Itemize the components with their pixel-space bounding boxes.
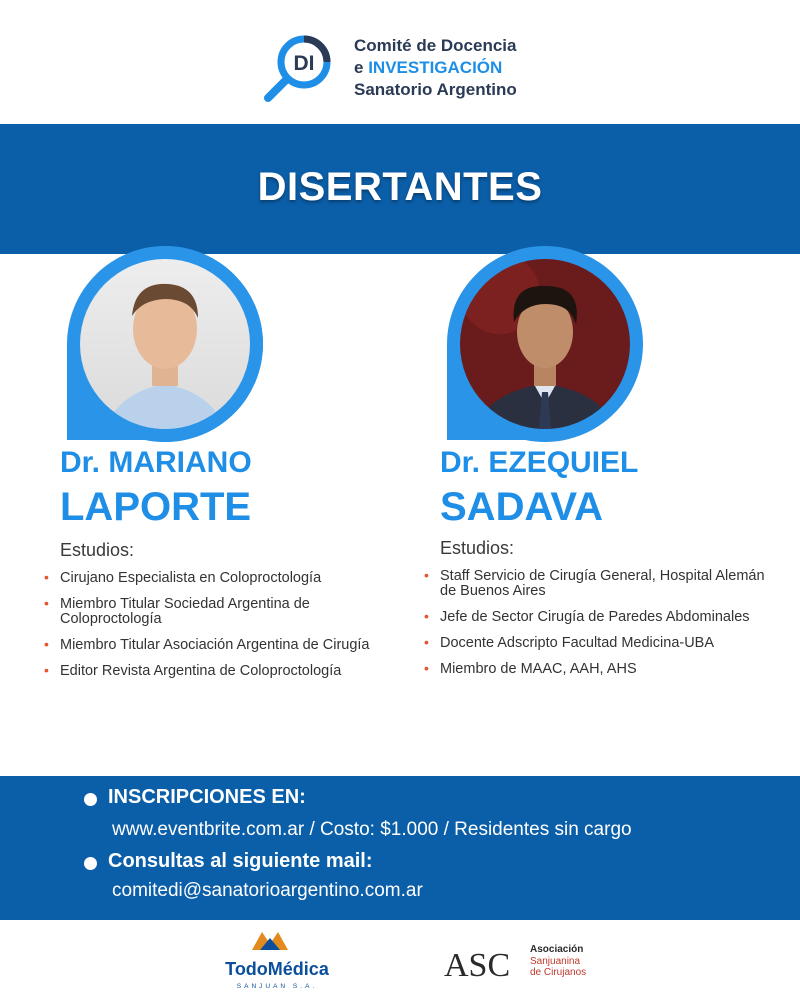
studies-list [44, 569, 400, 679]
logo-line-2: e INVESTIGACIÓN [354, 58, 503, 77]
magnifier-logo-icon [262, 30, 352, 110]
logo-line-1: Comité de Docencia [354, 36, 517, 55]
registration-link[interactable]: www.eventbrite.com.ar / Costo: $1.000 / Residentes sin cargo [112, 819, 632, 840]
speaker-last-name: SADAVA [440, 485, 603, 529]
list-item: • Miembro Titular Asociación Argentina de Cirugía [44, 636, 370, 653]
speaker-photo-laporte [60, 244, 270, 444]
speaker-first-name: Dr. EZEQUIEL [440, 446, 639, 479]
asc-mark: ASC [444, 947, 511, 984]
asc-line-3: de Cirujanos [530, 967, 587, 978]
logo-text [354, 35, 517, 101]
list-item: • Editor Revista Argentina de Coloproctología [44, 662, 342, 679]
committee-logo [262, 30, 562, 110]
bullet-dot-icon [84, 857, 97, 870]
asc-logo [444, 940, 594, 984]
speaker-name-laporte [60, 446, 252, 530]
logo-line-3: Sanatorio Argentino [354, 80, 517, 99]
todomedica-logo [222, 928, 332, 992]
speaker-first-name: Dr. MARIANO [60, 446, 252, 479]
studies-heading: Estudios: [440, 538, 515, 558]
list-item: • Jefe de Sector Cirugía de Paredes Abdominales [424, 608, 750, 625]
studies-list [424, 567, 780, 677]
bullet-dot-icon [84, 793, 97, 806]
speaker-photo-sadava [440, 244, 650, 444]
todomedica-subtitle: SANJUAN S.A. [236, 983, 318, 990]
todomedica-name: TodoMédica [225, 959, 329, 979]
speaker-name-sadava [440, 446, 638, 530]
studies-sadava [424, 538, 780, 688]
registration-heading: INSCRIPCIONES EN: [108, 786, 306, 808]
list-item: • Miembro de MAAC, AAH, AHS [424, 660, 637, 677]
asc-line-2: Sanjuanina [530, 956, 581, 967]
list-item: • Cirujano Especialista en Coloproctología [44, 569, 322, 586]
studies-laporte [44, 540, 400, 690]
page-title: DISERTANTES [257, 165, 543, 209]
studies-heading: Estudios: [60, 540, 135, 560]
contact-heading: Consultas al siguiente mail: [108, 850, 373, 872]
asc-line-1: Asociación [530, 944, 584, 955]
list-item: • Miembro Titular Sociedad Argentina de Coloproctología [44, 595, 310, 627]
logo-initials: DI [293, 52, 315, 75]
list-item: • Docente Adscripto Facultad Medicina-UBA [424, 634, 715, 651]
contact-email-link[interactable]: comitedi@sanatorioargentino.com.ar [112, 880, 423, 901]
list-item: • Staff Servicio de Cirugía General, Hospital Alemán de Buenos Aires [424, 567, 765, 599]
speaker-last-name: LAPORTE [60, 485, 252, 529]
